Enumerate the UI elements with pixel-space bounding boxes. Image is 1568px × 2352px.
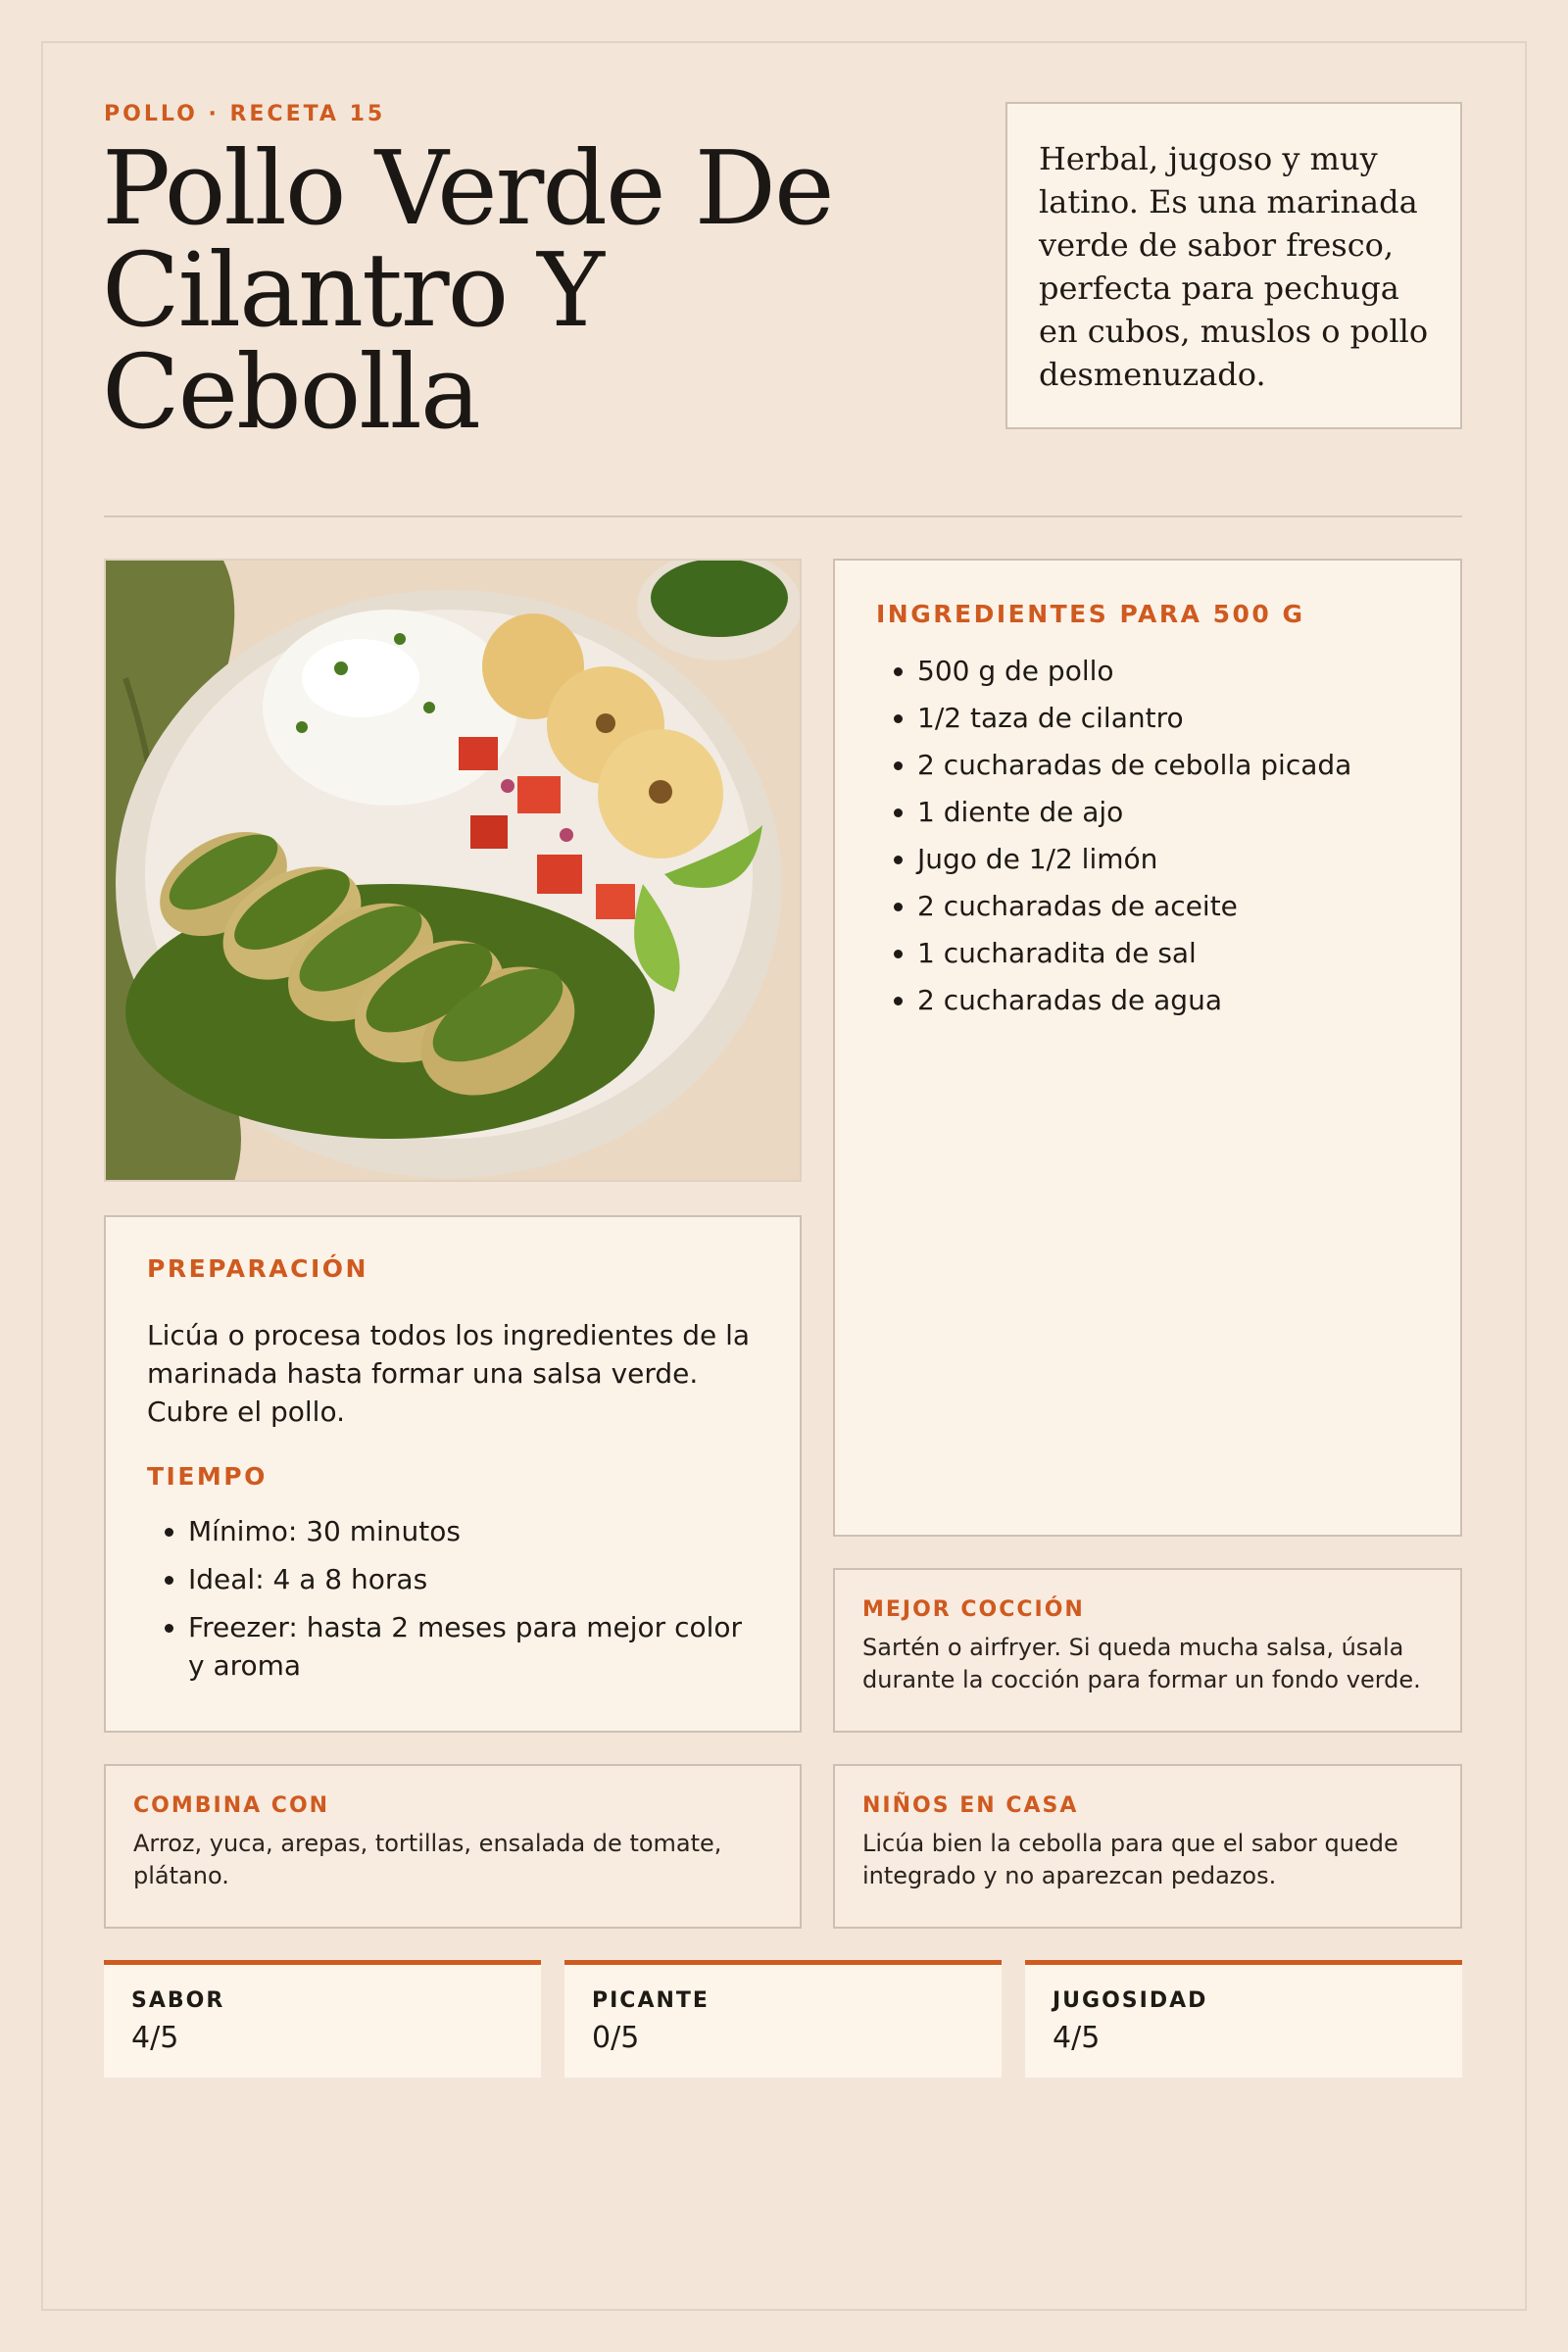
rating-label: JUGOSIDAD xyxy=(1053,1988,1208,2013)
dish-photo xyxy=(104,559,802,1182)
kids-card xyxy=(833,1764,1462,1929)
list-item: • 1 cucharadita de sal xyxy=(917,930,1419,977)
rating-value: 4/5 xyxy=(131,2021,179,2055)
best-cooking-card xyxy=(833,1568,1462,1733)
rating-spicy xyxy=(564,1960,1002,2078)
preparation-text: Licúa o procesa todos los ingredientes de la marinada hasta formar una salsa verde. Cubre el pollo. xyxy=(147,1319,751,1428)
recipe-title: Pollo Verde De Cilantro Y Cebolla xyxy=(102,128,833,452)
ingredients-card xyxy=(833,559,1462,1537)
best-cooking-text: Sartén o airfryer. Si queda mucha salsa, úsala durante la cocción para formar un fondo verde. xyxy=(862,1634,1421,1693)
list-item: • 2 cucharadas de cebolla picada xyxy=(917,742,1419,789)
kids-text: Licúa bien la cebolla para que el sabor quede integrado y no aparezcan pedazos. xyxy=(862,1830,1398,1889)
list-item: • Freezer: hasta 2 meses para mejor color y aroma xyxy=(188,1608,759,1685)
list-item: • 2 cucharadas de agua xyxy=(917,977,1419,1024)
ingredients-list xyxy=(876,648,1419,1024)
kids-label: NIÑOS EN CASA xyxy=(862,1793,1079,1818)
pairing-label: COMBINA CON xyxy=(133,1793,330,1818)
time-list xyxy=(147,1512,759,1685)
list-item: • Mínimo: 30 minutos xyxy=(188,1512,759,1550)
list-item: • 1/2 taza de cilantro xyxy=(917,695,1419,742)
recipe-category: POLLO · RECETA 15 xyxy=(104,102,386,126)
divider xyxy=(104,515,1462,517)
rating-label: SABOR xyxy=(131,1988,225,2013)
ingredients-label: INGREDIENTES PARA 500 G xyxy=(876,600,1305,628)
rating-flavor xyxy=(104,1960,541,2078)
rating-value: 4/5 xyxy=(1053,2021,1101,2055)
list-item: • 1 diente de ajo xyxy=(917,789,1419,836)
intro-box xyxy=(1005,102,1462,429)
pairing-text: Arroz, yuca, arepas, tortillas, ensalada de tomate, plátano. xyxy=(133,1830,722,1889)
preparation-label: PREPARACIÓN xyxy=(147,1254,368,1283)
pairing-card xyxy=(104,1764,802,1929)
best-cooking-label: MEJOR COCCIÓN xyxy=(862,1597,1085,1622)
intro-text: Herbal, jugoso y muy latino. Es una marinada verde de sabor fresco, perfecta para pechuga en cubos, muslos o pollo desmenuzado. xyxy=(1039,140,1429,393)
preparation-card xyxy=(104,1215,802,1733)
list-item: • 2 cucharadas de aceite xyxy=(917,883,1419,930)
list-item: • 500 g de pollo xyxy=(917,648,1419,695)
rating-label: PICANTE xyxy=(592,1988,710,2013)
list-item: • Ideal: 4 a 8 horas xyxy=(188,1560,759,1598)
list-item: • Jugo de 1/2 limón xyxy=(917,836,1419,883)
rating-juiciness xyxy=(1025,1960,1462,2078)
rating-value: 0/5 xyxy=(592,2021,640,2055)
time-label: TIEMPO xyxy=(147,1462,268,1491)
